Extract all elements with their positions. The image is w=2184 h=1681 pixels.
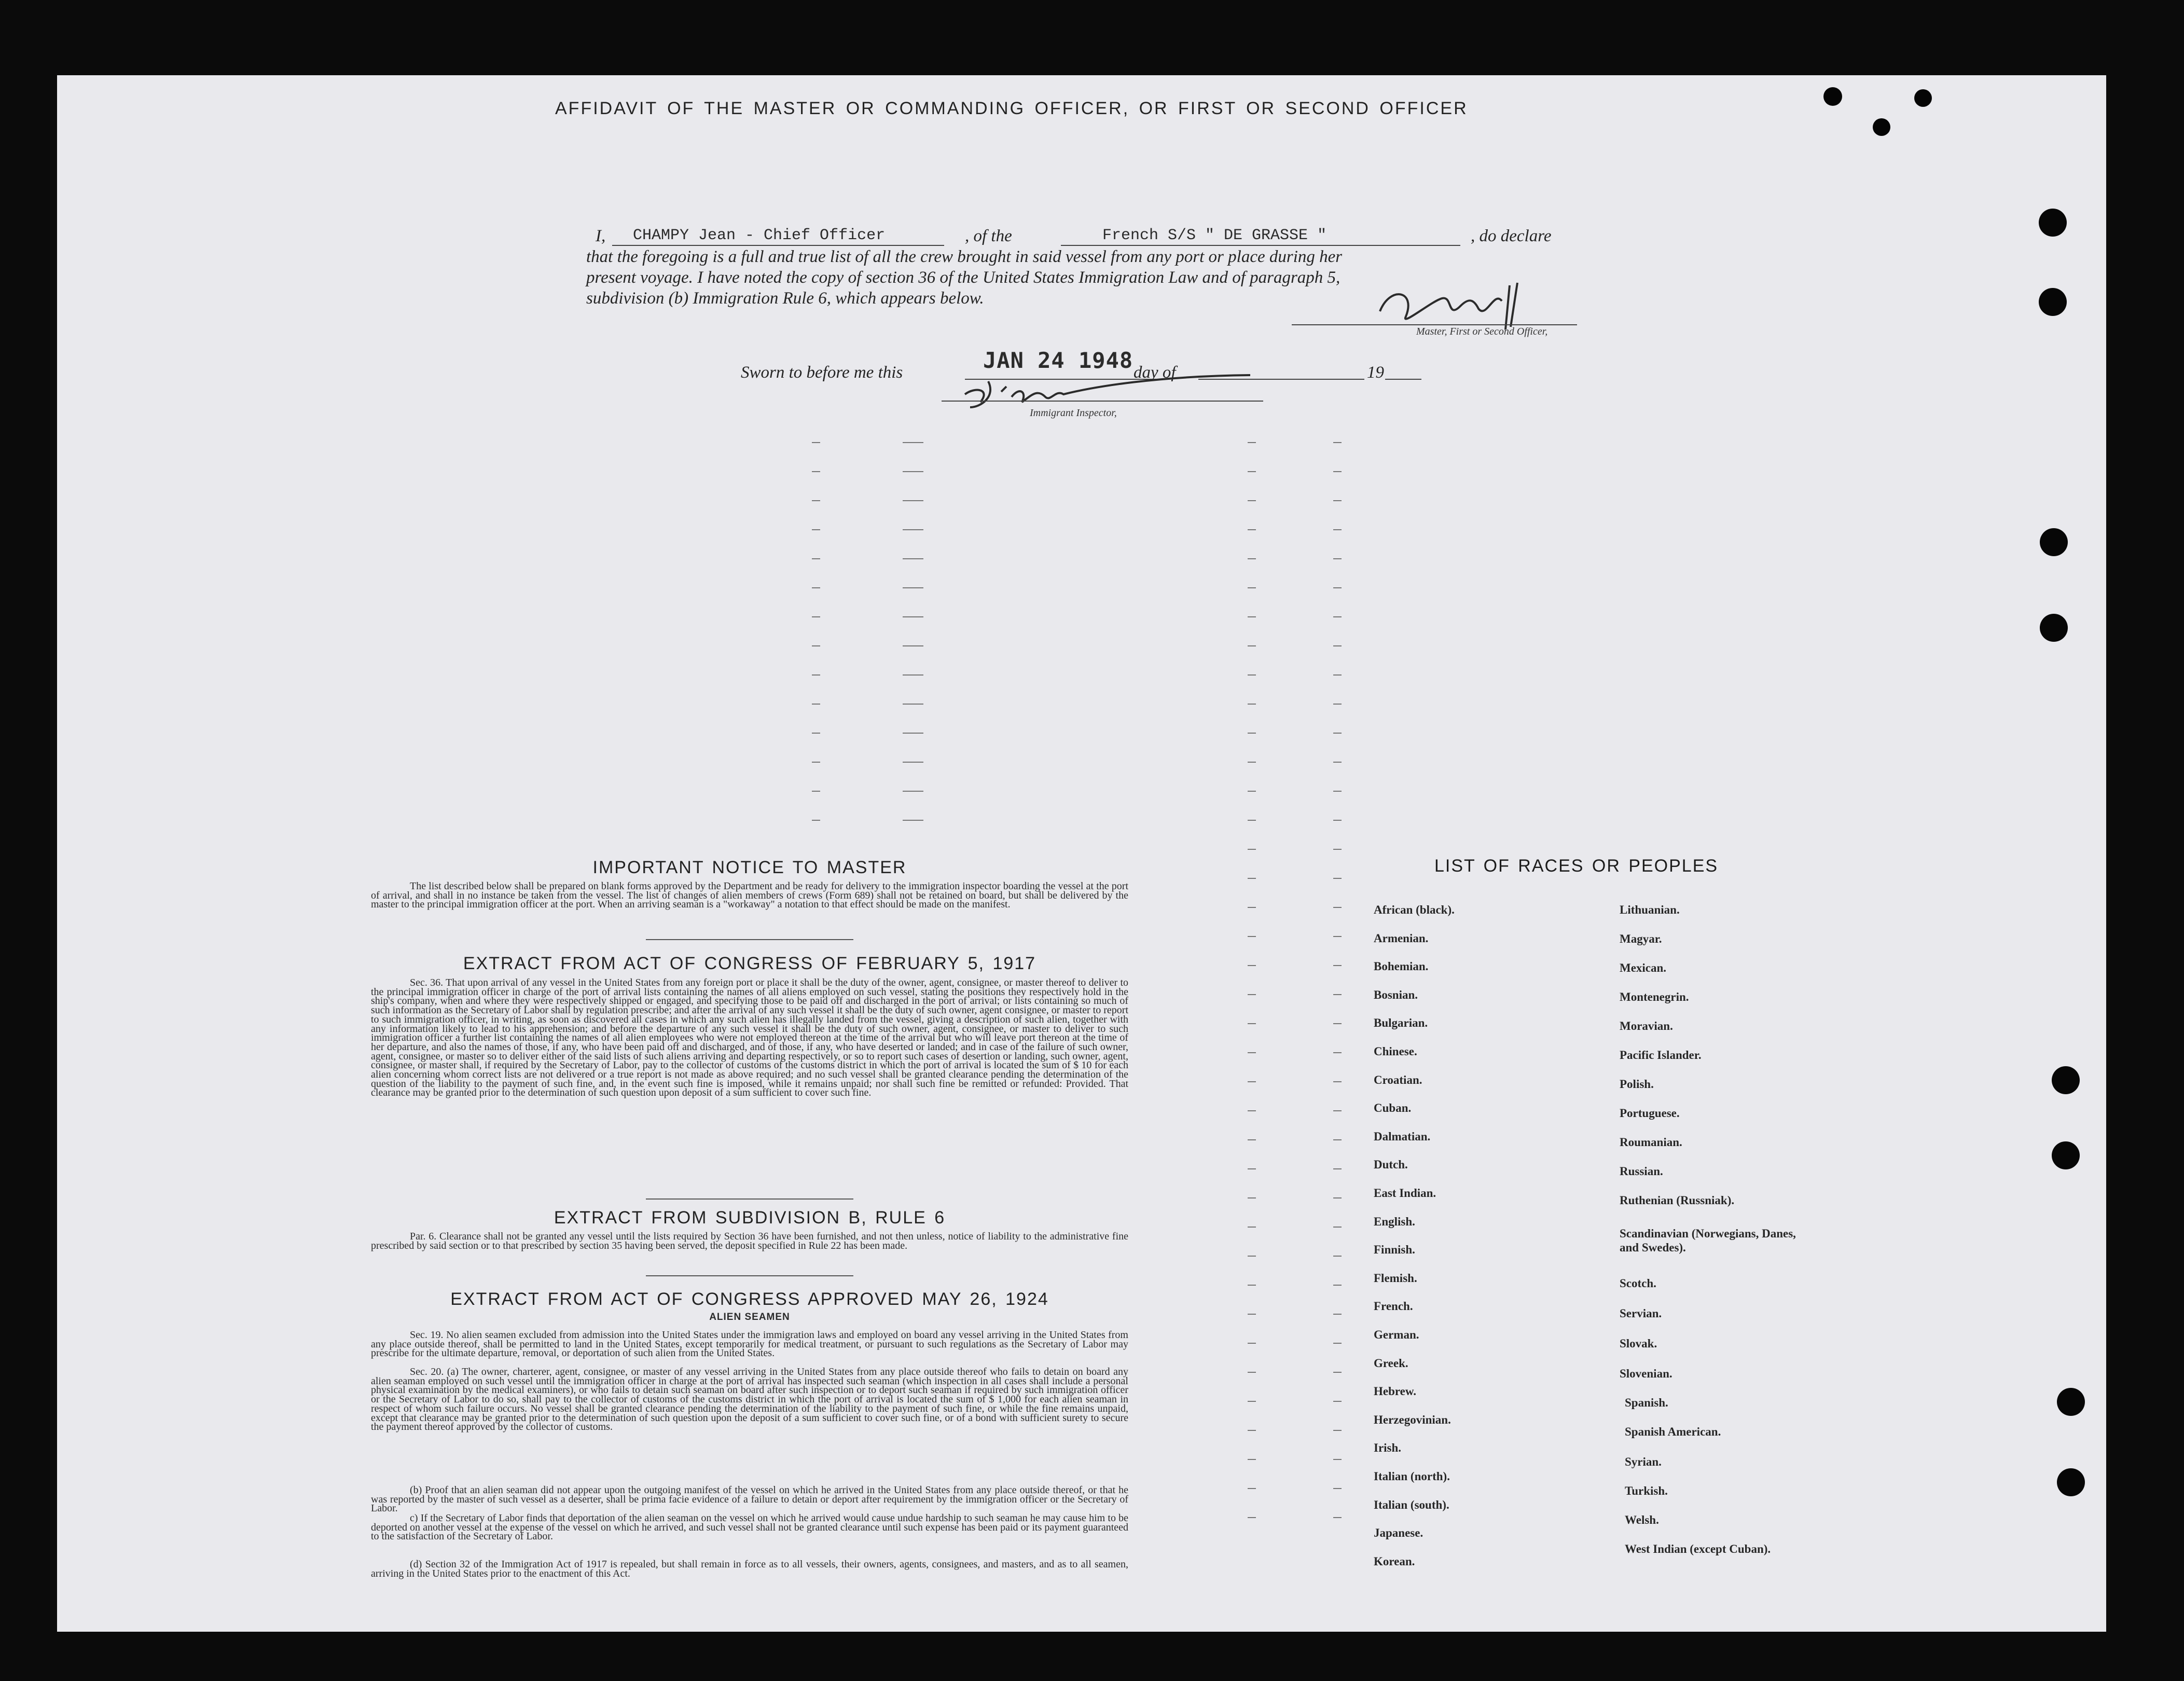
race-item: Croatian. — [1374, 1073, 1422, 1086]
extract-1924-sec20a: Sec. 20. (a) The owner, charterer, agent, consignee, or master of any vessel arriving in the United States from any place outside thereof who fails to detain on board any alien seaman employed on such vessel until the immigration officer in charge at the port of arrival has inspected such seaman (which inspection in all cases shall include a personal physical examination by the medical examiners), or who fails to detain such seaman on board after such inspection or to deport such seaman if required by such immigration officer or the Secretary of Labor to do so, shall pay to the collector of customs of the customs district in which the port of arrival is located the sum of $ 1,000 for each alien seaman in respect of whom such failure occurs. No vessel shall be granted clearance pending the determination of the liability to the payment of such fine, or while the fine remains unpaid, except that clearance may be granted prior to the determination of such question upon the deposit of a sum sufficient to cover such fine, or of a bond with sufficient surety to secure the payment thereof approved by the collector of customs. — [371, 1366, 1128, 1433]
race-item: Armenian. — [1374, 931, 1429, 945]
form-dash-mark — [1333, 1256, 1342, 1257]
race-item: Greek. — [1374, 1356, 1408, 1370]
race-item: African (black). — [1374, 903, 1455, 916]
form-dash-mark — [1248, 704, 1256, 705]
form-dash-mark — [1248, 820, 1256, 821]
form-dash-mark — [903, 820, 923, 821]
race-item: Portuguese. — [1620, 1107, 1680, 1120]
form-dash-mark — [903, 442, 923, 443]
form-dash-mark — [1333, 1168, 1342, 1169]
inspector-caption: Immigrant Inspector, — [1030, 407, 1117, 419]
form-dash-mark — [903, 645, 923, 646]
race-item: Chinese. — [1374, 1045, 1417, 1058]
form-dash-mark — [1248, 471, 1256, 472]
races-title: LIST OF RACES OR PEOPLES — [1434, 856, 1719, 876]
form-dash-mark — [903, 733, 923, 734]
extract-1924-sec20c: c) If the Secretary of Labor finds that deportation of the alien seaman on the vessel on which he arrived would cause undue hardship to such seaman he may cause him to be deported on another vessel at the expense of the vessel on which he arrived, and such vessel shall not be granted clearance until such expense has been paid or its payment guaranteed to the satisfaction of the Secretary of Labor. — [371, 1512, 1128, 1542]
form-dash-mark — [812, 442, 820, 443]
form-dash-mark — [1333, 616, 1342, 617]
divider — [646, 939, 853, 940]
form-dash-mark — [1333, 1459, 1342, 1460]
form-dash-mark — [1333, 907, 1342, 908]
race-item: Magyar. — [1620, 932, 1662, 945]
form-dash-mark — [1248, 1343, 1256, 1344]
sworn-prefix: Sworn to before me this — [741, 363, 903, 382]
form-dash-mark — [1333, 965, 1342, 966]
race-item: Korean. — [1374, 1554, 1415, 1568]
race-item: French. — [1374, 1300, 1413, 1313]
form-dash-mark — [1248, 965, 1256, 966]
extract-1924-sec20d: (d) Section 32 of the Immigration Act of 1917 is repealed, but shall remain in force as to all vessels, their owners, agents, consignees, and masters, and as to all seamen, arriving in the United States prior to the enactment of this Act. — [371, 1559, 1128, 1579]
form-dash-mark — [903, 471, 923, 472]
race-item: Italian (south). — [1374, 1498, 1449, 1511]
punch-hole-7 — [2057, 1388, 2085, 1416]
form-dash-mark — [1248, 1517, 1256, 1518]
form-dash-mark — [1333, 878, 1342, 879]
signature-line — [1292, 324, 1577, 325]
punch-hole-1 — [2039, 209, 2067, 237]
divider — [646, 1275, 853, 1276]
race-item: Moravian. — [1620, 1019, 1673, 1032]
form-dash-mark — [903, 762, 923, 763]
form-dash-mark — [1248, 733, 1256, 734]
race-item: Turkish. — [1625, 1484, 1668, 1497]
form-dash-mark — [1333, 791, 1342, 792]
race-item: Scandinavian (Norwegians, Danes, and Swedes). — [1620, 1227, 1796, 1254]
form-dash-mark — [1248, 1314, 1256, 1315]
extract-1924-title: EXTRACT FROM ACT OF CONGRESS APPROVED MAY 26, 1924 — [450, 1289, 1049, 1309]
officer-signature — [1370, 270, 1536, 332]
sworn-year: 19 — [1367, 363, 1384, 382]
notice-title: IMPORTANT NOTICE TO MASTER — [592, 858, 907, 877]
decl-of-the: , of the — [965, 227, 1012, 245]
form-dash-mark — [1333, 529, 1342, 530]
form-dash-mark — [1248, 500, 1256, 501]
form-dash-mark — [1333, 762, 1342, 763]
extract-1917-body: Sec. 36. That upon arrival of any vessel in the United States from any foreign port or place it shall be the duty of the owner, agent, consignee, or master thereof to deliver to the principal immigration officer in charge of the port of arrival lists containing the names of all aliens employed on such vessel, stating the positions they respectively hold in the ship's company, when and where they were respectively shipped or engaged, and specifying those to be paid off and discharged in the port of arrival; or lists containing so much of such information as the Secretary of Labor shall by regulation prescribe; and after the arrival of any such vessel it shall be the duty of such owner, agent consignee, or master to report to such immigration officer, in writing, as soon as discovered all cases in which any such alien has illegally landed from the vessel, giving a description of such alien, together with any information likely to lead to his apprehension; and before the departure of any such vessel it shall be the duty of such owner, agent, consignee, or master to deliver to such immigration officer a further list containing the names of all alien employees who were not employed thereon at the time of the arrival but who will leave port thereon at the time of her departure, and also the names of those, if any, who have been paid off and discharged, and of those, if any, who have deserted or landed; and in case of the failure of such owner, agent, consignee, or master so to deliver either of the said lists of such aliens arriving and departing respectively, or so to report such cases of desertion or landing, such owner, agent, consignee, or master shall, if required by the Secretary of Labor, pay to the collector of customs of the customs district in which the port of arrival is located the sum of $ 10 for each alien concerning whom correct lists are not delivered or a true report is not made as above required; and no such vessel shall be granted clearance pending the determination of the question of the liability to the payment of such fine, and, in the event such fine is imposed, while it remains unpaid; nor shall such fine be remitted or refunded: Provided. That clearance may be granted prior to the determination of such question upon deposit of a sum sufficient to cover such fine. — [371, 977, 1128, 1099]
form-dash-mark — [812, 733, 820, 734]
form-dash-mark — [812, 645, 820, 646]
form-dash-mark — [1333, 1227, 1342, 1228]
form-dash-mark — [1333, 1401, 1342, 1402]
form-dash-mark — [1333, 1430, 1342, 1431]
form-dash-mark — [1248, 994, 1256, 995]
punch-hole-5 — [2052, 1066, 2080, 1094]
punch-hole-2 — [2039, 288, 2067, 316]
race-item: Irish. — [1374, 1441, 1402, 1455]
form-dash-mark — [1333, 674, 1342, 676]
form-dash-mark — [1333, 1110, 1342, 1111]
extract-1924-sec19: Sec. 19. No alien seamen excluded from admission into the United States under the immigration laws and employed on board any vessel arriving in the United States from any place outside thereof, shall be permitted to land in the United States, except temporarily for medical treatment, or pursuant to such regulations as the Secretary of Labor may prescribe for the ultimate departure, removal, or deportation of such alien from the United States. — [371, 1329, 1128, 1359]
form-dash-mark — [1333, 994, 1342, 995]
form-dash-mark — [1248, 1401, 1256, 1402]
race-item: Japanese. — [1374, 1526, 1423, 1540]
signature-caption: Master, First or Second Officer, — [1416, 326, 1548, 337]
vessel-name-line — [1061, 245, 1460, 246]
form-dash-mark — [1333, 1285, 1342, 1286]
race-item: Slovak. — [1620, 1337, 1657, 1350]
officer-name: CHAMPY Jean - Chief Officer — [633, 227, 886, 244]
race-item: Lithuanian. — [1620, 903, 1680, 916]
form-dash-mark — [903, 529, 923, 530]
year-line — [1385, 379, 1421, 380]
form-dash-mark — [812, 529, 820, 530]
form-dash-mark — [1248, 1081, 1256, 1082]
race-item: West Indian (except Cuban). — [1625, 1542, 1771, 1555]
punch-hole-6 — [2052, 1141, 2080, 1169]
officer-name-line — [612, 245, 944, 246]
affidavit-title: AFFIDAVIT OF THE MASTER OR COMMANDING OFFICER, OR FIRST OR SECOND OFFICER — [555, 99, 1468, 118]
punch-hole-4 — [2040, 614, 2068, 642]
form-dash-mark — [812, 587, 820, 588]
form-dash-mark — [812, 791, 820, 792]
race-item: Syrian. — [1625, 1455, 1662, 1468]
race-item: Bosnian. — [1374, 988, 1418, 1001]
form-dash-mark — [1248, 1459, 1256, 1460]
extract-1924-sec20b: (b) Proof that an alien seaman did not appear upon the outgoing manifest of the vessel on which he arrived in the United States from any place outside thereof, or that he was reported by the master of such vessel as a deserter, shall be prima facie evidence of a failure to detain or deport after requirement by the immigration officer or the Secretary of Labor. — [371, 1484, 1128, 1514]
form-dash-mark — [1248, 1197, 1256, 1198]
form-dash-mark — [1333, 1052, 1342, 1053]
form-dash-mark — [1333, 1372, 1342, 1373]
form-dash-mark — [1333, 471, 1342, 472]
race-item: Dutch. — [1374, 1158, 1408, 1172]
form-dash-mark — [903, 674, 923, 676]
race-item: Welsh. — [1625, 1513, 1659, 1526]
extract-rule6-body: Par. 6. Clearance shall not be granted any vessel until the lists required by Section 36 have been furnished, and not then unless, notice of liability to the administrative fine prescribed by said section or to that prescribed by section 35 having been served, the deposit specified in Rule 22 has been made. — [371, 1231, 1128, 1251]
race-item: Spanish. — [1625, 1396, 1668, 1409]
form-dash-mark — [1333, 1197, 1342, 1198]
inspector-line — [942, 401, 1263, 402]
form-dash-mark — [1248, 587, 1256, 588]
form-dash-mark — [903, 587, 923, 588]
form-dash-mark — [1333, 587, 1342, 588]
form-dash-mark — [812, 558, 820, 559]
form-dash-mark — [1248, 1285, 1256, 1286]
form-dash-mark — [1333, 1343, 1342, 1344]
form-dash-mark — [812, 674, 820, 676]
divider — [646, 1198, 853, 1200]
race-item: Dalmatian. — [1374, 1129, 1431, 1143]
race-item: Italian (north). — [1374, 1470, 1450, 1483]
form-dash-mark — [1248, 616, 1256, 617]
race-item: Cuban. — [1374, 1101, 1412, 1115]
race-item: Bulgarian. — [1374, 1016, 1428, 1030]
form-dash-mark — [1333, 645, 1342, 646]
form-dash-mark — [1248, 442, 1256, 443]
race-item: Finnish. — [1374, 1243, 1415, 1257]
form-dash-mark — [1248, 1139, 1256, 1140]
race-item: Flemish. — [1374, 1271, 1417, 1285]
form-dash-mark — [1248, 936, 1256, 937]
extract-1924-subtitle: ALIEN SEAMEN — [709, 1312, 790, 1322]
race-item: Russian. — [1620, 1165, 1663, 1178]
form-dash-mark — [1248, 762, 1256, 763]
form-dash-mark — [1333, 1517, 1342, 1518]
vessel-name: French S/S " DE GRASSE " — [1102, 227, 1327, 244]
race-item: Pacific Islander. — [1620, 1049, 1702, 1062]
form-dash-mark — [1333, 820, 1342, 821]
race-item: Montenegrin. — [1620, 990, 1689, 1003]
form-dash-mark — [1248, 791, 1256, 792]
form-dash-mark — [1248, 1372, 1256, 1373]
punch-hole-3 — [2040, 528, 2068, 556]
form-dash-mark — [1248, 529, 1256, 530]
form-dash-mark — [903, 704, 923, 705]
form-dash-mark — [812, 704, 820, 705]
form-dash-mark — [1248, 849, 1256, 850]
form-dash-mark — [1333, 500, 1342, 501]
form-dash-mark — [903, 791, 923, 792]
race-item: Hebrew. — [1374, 1385, 1416, 1398]
ink-speck — [1914, 89, 1932, 107]
form-dash-mark — [812, 616, 820, 617]
form-dash-mark — [1248, 1110, 1256, 1111]
race-item: German. — [1374, 1328, 1419, 1341]
form-dash-mark — [1248, 1430, 1256, 1431]
race-item: Mexican. — [1620, 961, 1667, 974]
form-dash-mark — [1248, 1052, 1256, 1053]
date-stamp: JAN 24 1948 — [983, 348, 1134, 373]
form-dash-mark — [1333, 1314, 1342, 1315]
ink-speck — [1823, 87, 1842, 106]
decl-do-declare: , do declare — [1471, 227, 1552, 245]
form-dash-mark — [1333, 1488, 1342, 1489]
race-item: Herzegovinian. — [1374, 1413, 1451, 1426]
extract-rule6-title: EXTRACT FROM SUBDIVISION B, RULE 6 — [554, 1208, 946, 1228]
decl-line-3: present voyage. I have noted the copy of section 36 of the United States Immigration Law and of paragraph 5, — [586, 268, 1340, 287]
form-dash-mark — [1333, 442, 1342, 443]
form-dash-mark — [1248, 558, 1256, 559]
form-dash-mark — [1333, 849, 1342, 850]
form-dash-mark — [1248, 674, 1256, 676]
race-item: Polish. — [1620, 1078, 1654, 1091]
form-dash-mark — [1248, 878, 1256, 879]
form-dash-mark — [812, 500, 820, 501]
form-dash-mark — [1248, 1168, 1256, 1169]
form-dash-mark — [903, 558, 923, 559]
form-dash-mark — [812, 820, 820, 821]
form-dash-mark — [1333, 936, 1342, 937]
form-dash-mark — [1248, 645, 1256, 646]
decl-line-4: subdivision (b) Immigration Rule 6, which appears below. — [586, 289, 984, 308]
form-dash-mark — [1248, 1227, 1256, 1228]
form-dash-mark — [1333, 733, 1342, 734]
form-dash-mark — [1248, 1256, 1256, 1257]
form-dash-mark — [1248, 1023, 1256, 1024]
decl-line-2: that the foregoing is a full and true list of all the crew brought in said vessel from any port or place during her — [586, 247, 1343, 266]
form-dash-mark — [1333, 1081, 1342, 1082]
race-item: East Indian. — [1374, 1187, 1436, 1200]
race-item: Slovenian. — [1620, 1367, 1672, 1380]
form-dash-mark — [1333, 558, 1342, 559]
race-item: English. — [1374, 1215, 1415, 1228]
form-dash-mark — [1248, 907, 1256, 908]
form-dash-mark — [1333, 1139, 1342, 1140]
form-dash-mark — [903, 616, 923, 617]
extract-1917-title: EXTRACT FROM ACT OF CONGRESS OF FEBRUARY 5, 1917 — [463, 954, 1036, 973]
race-item: Roumanian. — [1620, 1136, 1682, 1149]
race-item: Bohemian. — [1374, 960, 1429, 973]
decl-prefix: I, — [596, 227, 606, 245]
form-dash-mark — [1248, 1488, 1256, 1489]
race-item: Servian. — [1620, 1307, 1662, 1320]
form-dash-mark — [812, 471, 820, 472]
form-dash-mark — [1333, 704, 1342, 705]
punch-hole-8 — [2057, 1468, 2085, 1496]
race-item: Scotch. — [1620, 1277, 1656, 1290]
notice-body: The list described below shall be prepared on blank forms approved by the Department and be ready for delivery to the immigration inspector boarding the vessel at the port of arrival, and shall in no instance be taken from the vessel. The list of changes of alien members of crews (Form 689) shall not be retained on board, but shall be delivered by the master to the principal immigration officer at the port. When an arriving seaman is a "workaway" a notation to that effect should be made on the manifest. — [371, 880, 1128, 911]
ink-speck — [1873, 118, 1890, 136]
race-item: Spanish American. — [1625, 1425, 1721, 1438]
sworn-day-of: day of — [1134, 363, 1176, 382]
race-item: Ruthenian (Russniak). — [1620, 1194, 1735, 1207]
form-dash-mark — [1333, 1023, 1342, 1024]
form-dash-mark — [903, 500, 923, 501]
form-dash-mark — [812, 762, 820, 763]
